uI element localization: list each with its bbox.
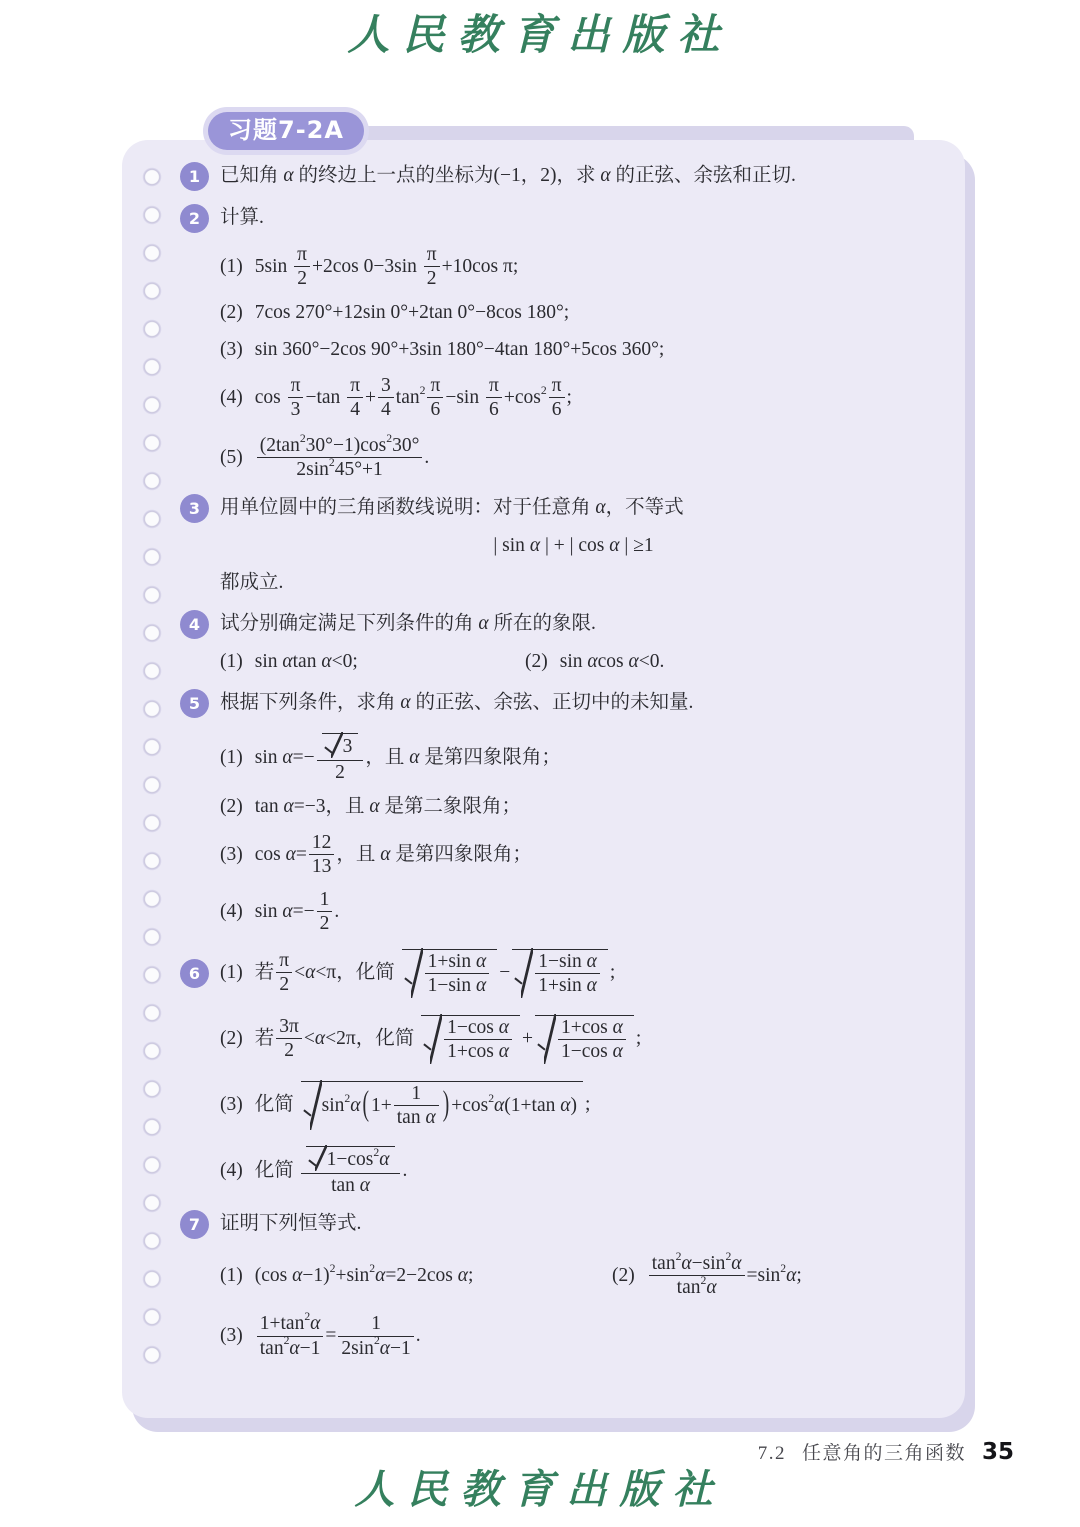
exercise-badge-label: 习题7-2A [208,112,364,150]
problem-content: (2) tan α=−3，且 α 是第二象限角； [220,795,521,817]
problem-5-line-4 [220,833,927,878]
problem-content: (4) cos $\frac{\pi}{3}$ −tan $\frac{\pi}{4}$ + $\frac{3}{4}$ $\tan^2$ $\frac{\pi}{6}$ −sin $\frac{\pi}{6}$ $+\cos^2$ $\frac{\pi}{6}$ ; [220,374,572,420]
formula-col-1: (1) sin αtan α<0; [220,650,358,672]
formula-col-2: (2) sin αcos α<0. [525,650,665,672]
problem-number-badge: 7 [180,1210,209,1239]
problem-content: (2) 若 $\frac{3\pi}{2}$ <α<2π，化简 $\frac{\text{1−cos α}}{\text{1+cos α}}$ + $\frac{\text{1+cos α}}{\text{1−cos α}}$ ; [220,1028,641,1049]
problem-number-badge: 3 [180,494,209,523]
problem-2-line-4 [220,337,927,364]
problem-6-line-3 [220,1080,927,1131]
publisher-logo-bottom: 人民教育出版社 [354,1466,726,1513]
problem-content: 根据下列条件，求角 α 的正弦、余弦、正切中的未知量. [220,691,694,713]
problem-content: (3) sin 360°−2cos 90°+3sin 180°−4tan 180°+5cos 360°; [220,339,665,360]
problem-content: 用单位圆中的三角函数线说明：对于任意角 α，不等式 [220,497,684,519]
formula-columns [220,649,927,676]
problem-7 [180,1210,927,1359]
problem-content: (3) $\frac{1+\tan^2\alpha}{\tan^2\alpha-1}$ = $\frac{1}{2\sin^2\alpha-1}$ . [220,1310,421,1359]
problem-content: 都成立. [220,572,284,593]
problem-content: 试分别确定满足下列条件的角 α 所在的象限. [220,612,596,634]
problem-7-line-2 [220,1250,927,1299]
publisher-logo-top: 人民教育出版社 [347,10,733,59]
problem-2 [180,204,927,481]
problem-5-line-2 [220,733,927,784]
problem-7-line-1 [180,1210,927,1239]
exercise-panel [122,140,965,1418]
problem-7-line-3 [220,1310,927,1359]
problem-content: (3) 化简 $\sin^2\alpha$ ( 1+ $\frac{1}{\text{tan α}}$ ) $+\cos^2\alpha(1+\tan$ α) ; [220,1094,590,1115]
problem-2-line-2 [220,245,927,290]
problem-2-line-6 [220,431,927,481]
formula-columns [220,1250,927,1299]
problem-1 [180,162,927,191]
problem-number-badge: 1 [180,162,209,191]
problem-content: (2) 7cos 270°+12sin 0°+2tan 0°−8cos 180°; [220,302,570,324]
problem-4-line-2 [220,649,927,676]
problem-1-line-1 [180,162,927,191]
problem-content: (1) 5sin $\frac{\pi}{2}$ +2cos 0−3sin $\frac{\pi}{2}$ +10cos π; [220,244,519,290]
problem-6 [180,948,927,1197]
problem-6-line-1 [180,948,927,999]
problem-2-line-5 [220,376,927,421]
problem-3-line-1 [180,494,927,523]
problem-content: | sin α | + | cos α | ≥1 [493,535,654,557]
page-number: 35 [981,1439,1014,1465]
problem-5 [180,689,927,935]
problem-3-line-2 [220,533,927,560]
problem-number-badge: 6 [180,959,209,988]
formula-col-2: (2) $\frac{\tan^2\alpha-\sin^2\alpha}{\tan^2\alpha}$ $=\sin^2\alpha$; [612,1250,802,1299]
problems [180,160,927,1360]
problem-content: (4) 化简 $\frac{1-\cos^2\alpha}{\text{tan α}}$ . [220,1146,408,1197]
problem-6-line-2 [220,1014,927,1065]
problem-3-line-3 [220,570,927,597]
problem-content: (1) sin α=− $\frac{3}{2}$ ，且 α 是第四象限角； [220,747,561,768]
problem-content: (3) cos α= $\frac{12}{13}$ ，且 α 是第四象限角； [220,831,532,877]
problem-5-line-5 [220,890,927,935]
binder-holes [142,166,162,1382]
formula-col-1: (1) (cos $\alpha-1)^2+\sin^2\alpha=2-2\cos$ α; [220,1262,474,1287]
problem-number-badge: 5 [180,689,209,718]
problem-3 [180,494,927,597]
problem-content: 证明下列恒等式. [220,1213,362,1235]
problem-6-line-4 [220,1146,927,1197]
section-title: 任意角的三角函数 [801,1443,966,1464]
exercise-badge [203,107,369,155]
problem-content: (4) sin α=− $\frac{1}{2}$ . [220,888,340,934]
problem-number-badge: 2 [180,204,209,233]
problem-4-line-1 [180,610,927,639]
page-footer [758,1438,1014,1465]
problem-content: (5) $\frac{(2\tan^230^\circ-1)\cos^230^\circ}{2\sin^245^\circ+1}$ . [220,431,430,481]
problem-content: 计算. [220,207,264,229]
problem-2-line-3 [220,300,927,327]
problem-number-badge: 4 [180,610,209,639]
problem-5-line-1 [180,689,927,718]
problem-content: 已知角 α 的终边上一点的坐标为(−1，2)，求 α 的正弦、余弦和正切. [220,165,796,187]
problem-4 [180,610,927,676]
problem-2-line-1 [180,204,927,233]
section-number: 7.2 [757,1443,786,1464]
problem-content: (1) 若 $\frac{\pi}{2}$ <α<π，化简 $\frac{\text{1+sin α}}{\text{1−sin α}}$ − $\frac{\text{1−sin α}}{\text{1+sin α}}$ ; [220,948,927,999]
problem-5-line-3 [220,794,927,821]
